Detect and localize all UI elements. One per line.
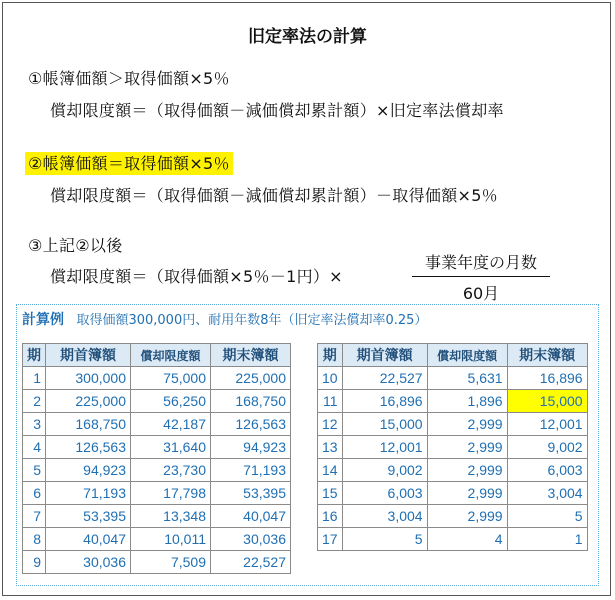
table-row [23,436,291,459]
highlighted-cell: 15,000 [507,390,587,413]
cell: 9,002 [342,459,427,482]
cell: 168,750 [211,390,291,413]
col-period: 期 [23,344,46,367]
table-row [318,482,588,505]
case1-heading: ①帳簿価額＞取得価額×5％ [28,69,230,88]
col-closing: 期末簿額 [211,344,291,367]
cell: 13 [318,436,343,459]
cell: 53,395 [46,505,131,528]
table-row [23,482,291,505]
cell: 15,000 [342,413,427,436]
col-opening: 期首簿額 [342,344,427,367]
depreciation-table-2 [317,343,588,551]
cell: 6,003 [342,482,427,505]
cell: 30,036 [211,528,291,551]
cell: 5,631 [427,367,507,390]
cell: 11 [318,390,343,413]
cell: 16,896 [342,390,427,413]
cell: 6 [23,482,46,505]
cell: 2,999 [427,505,507,528]
cell: 225,000 [211,367,291,390]
cell: 9 [23,551,46,574]
table-row [23,528,291,551]
col-closing: 期末簿額 [507,344,587,367]
cell: 23,730 [131,459,211,482]
case3-heading: ③上記②以後 [28,236,123,255]
cell: 4 [427,528,507,551]
cell: 225,000 [46,390,131,413]
cell: 2 [23,390,46,413]
example-header [22,309,427,329]
example-condition: 取得価額300,000円、耐用年数8年（旧定率法償却率0.25） [76,313,428,328]
cell: 126,563 [211,413,291,436]
cell: 94,923 [211,436,291,459]
table-row [318,528,588,551]
case2-heading-wrap [25,151,233,174]
cell: 12 [318,413,343,436]
table-header-row [318,344,588,367]
table-row [318,459,588,482]
cell: 15 [318,482,343,505]
cell: 40,047 [211,505,291,528]
cell: 14 [318,459,343,482]
cell: 6,003 [507,459,587,482]
cell: 16,896 [507,367,587,390]
cell: 7 [23,505,46,528]
table-row [318,436,588,459]
table-row [23,459,291,482]
cell: 53,395 [211,482,291,505]
cell: 300,000 [46,367,131,390]
case3-formula: 償却限度額＝（取得価額×5％－1円）× [50,267,343,286]
cell: 2,999 [427,436,507,459]
cell: 9,002 [507,436,587,459]
cell: 40,047 [46,528,131,551]
table-row [23,390,291,413]
fraction-denominator: 60月 [462,284,500,303]
table-row [23,505,291,528]
cell: 1 [507,528,587,551]
cell: 16 [318,505,343,528]
case2-heading: ②帳簿価額＝取得価額×5％ [25,152,233,175]
table-row [23,367,291,390]
col-opening: 期首簿額 [46,344,131,367]
cell: 94,923 [46,459,131,482]
table-header-row [23,344,291,367]
table-row [318,505,588,528]
cell: 17,798 [131,482,211,505]
cell: 12,001 [507,413,587,436]
cell: 13,348 [131,505,211,528]
cell: 1,896 [427,390,507,413]
cell: 3,004 [342,505,427,528]
cell: 10 [318,367,343,390]
cell: 5 [507,505,587,528]
cell: 5 [23,459,46,482]
col-period: 期 [318,344,343,367]
cell: 4 [23,436,46,459]
cell: 31,640 [131,436,211,459]
depreciation-table-1 [22,343,291,574]
table-row [23,551,291,574]
cell: 1 [23,367,46,390]
cell: 5 [342,528,427,551]
case1-formula: 償却限度額＝（取得価額－減価償却累計額）×旧定率法償却率 [50,101,504,120]
cell: 71,193 [211,459,291,482]
cell: 75,000 [131,367,211,390]
month-fraction [412,250,550,304]
cell: 30,036 [46,551,131,574]
cell: 3 [23,413,46,436]
cell: 10,011 [131,528,211,551]
cell: 7,509 [131,551,211,574]
cell: 22,527 [342,367,427,390]
col-limit: 償却限度額 [427,344,507,367]
cell: 8 [23,528,46,551]
cell: 2,999 [427,413,507,436]
page-title: 旧定率法の計算 [248,27,367,47]
cell: 42,187 [131,413,211,436]
cell: 22,527 [211,551,291,574]
cell: 168,750 [46,413,131,436]
col-limit: 償却限度額 [131,344,211,367]
table-row [23,413,291,436]
cell: 17 [318,528,343,551]
table-row [318,413,588,436]
fraction-numerator: 事業年度の月数 [412,250,550,277]
cell: 3,004 [507,482,587,505]
cell: 126,563 [46,436,131,459]
case2-formula: 償却限度額＝（取得価額－減価償却累計額）－取得価額×5％ [50,186,498,205]
cell: 2,999 [427,459,507,482]
table-row [318,390,588,413]
cell: 56,250 [131,390,211,413]
cell: 12,001 [342,436,427,459]
cell: 71,193 [46,482,131,505]
cell: 2,999 [427,482,507,505]
example-label: 計算例 [22,312,64,328]
table-row [318,367,588,390]
